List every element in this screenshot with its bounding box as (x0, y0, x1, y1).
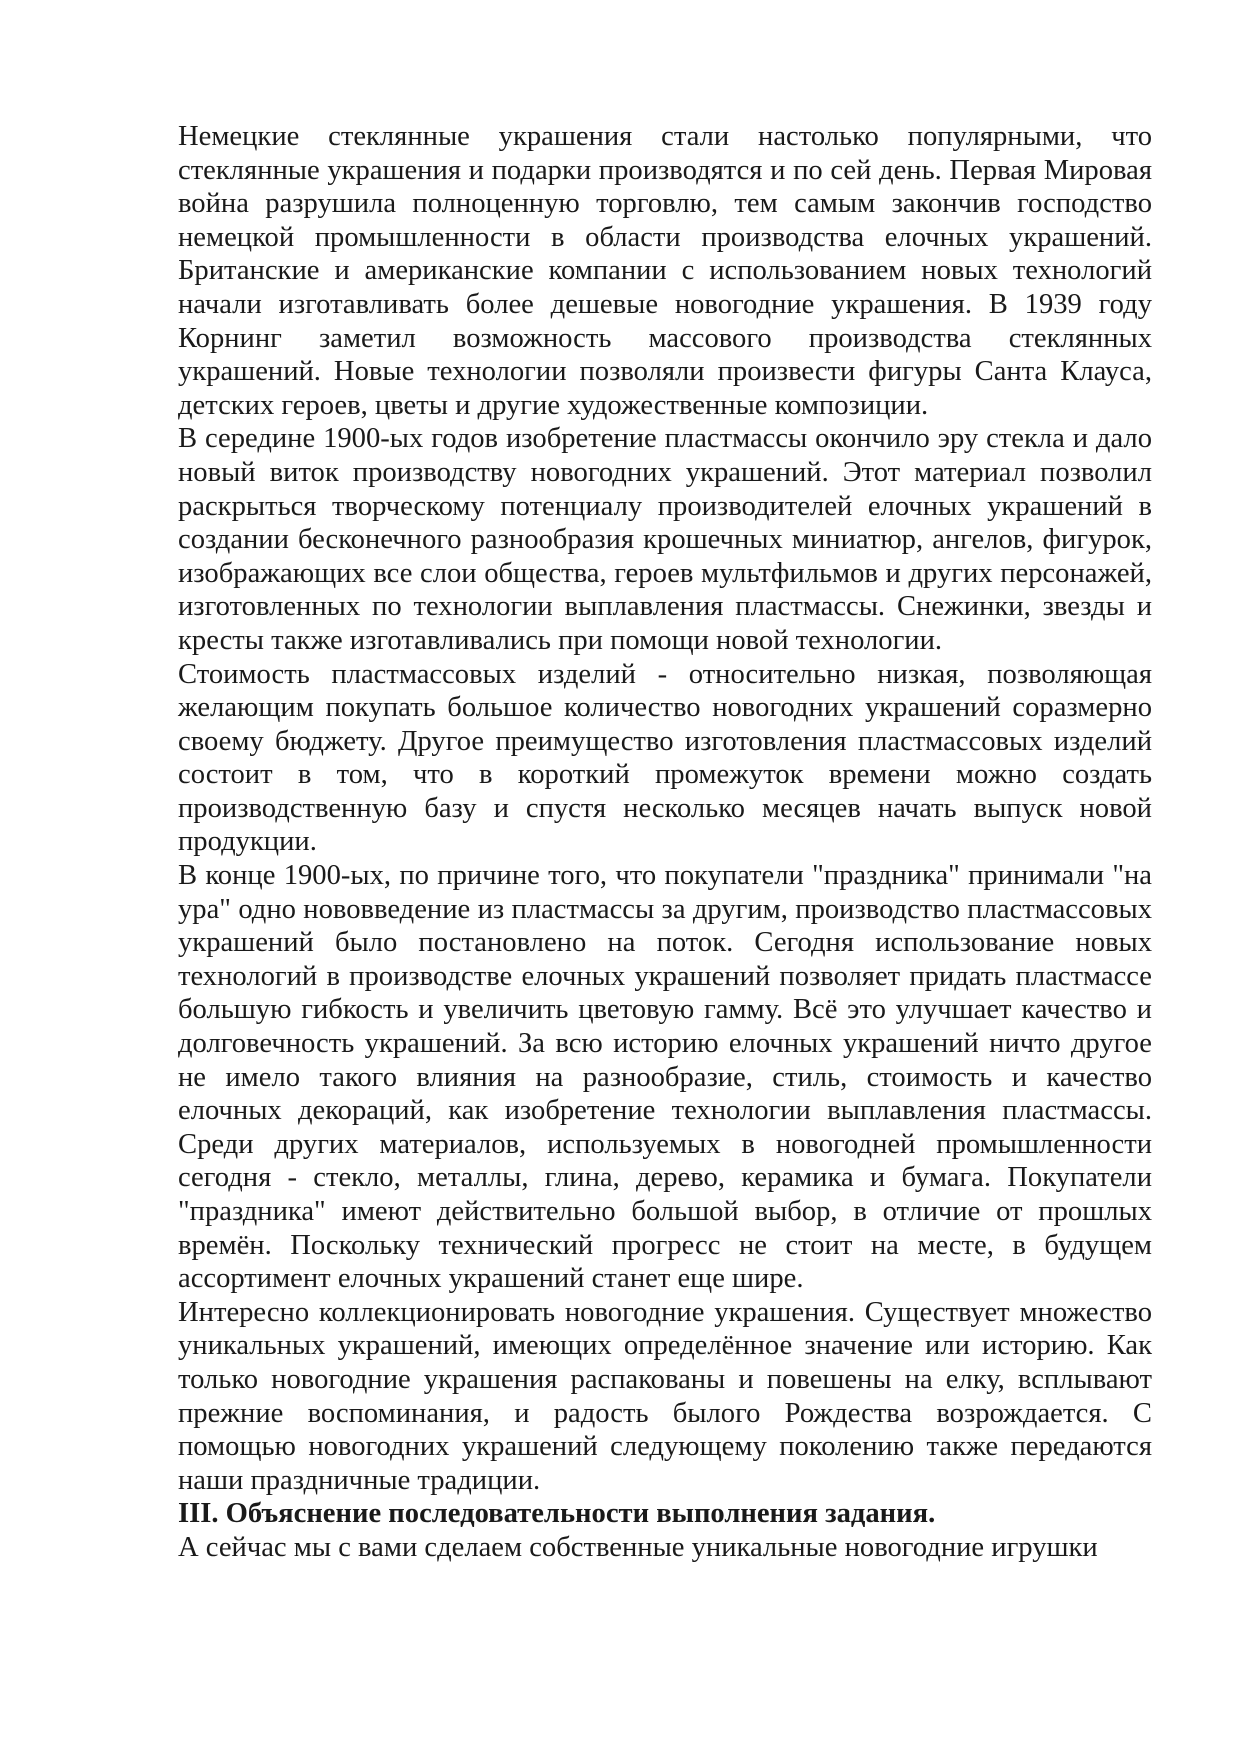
document-body (178, 120, 1152, 1565)
paragraph-collecting: Интересно коллекционировать новогодние украшения. Существует множество уникальных украшений, имеющих определённое значение или историю. Как только новогодние украшения распакованы и повешены на елку, всплывают прежние воспоминания, и радость былого Рождества возрождается. С помощью новогодних украшений следующему поколению также передаются наши праздничные традиции. (178, 1296, 1152, 1496)
paragraph-late-1900s: В конце 1900-ых, по причине того, что покупатели "праздника" принимали "на ура" одно нововведение из пластмассы за другим, производство пластмассовых украшений было постановлено на поток. Сегодня использование новых технологий в производстве елочных украшений позволяет придать пластмассе большую гибкость и увеличить цветовую гамму. Всё это улучшает качество и долговечность украшений. За всю историю елочных украшений ничто другое не имело такого влияния на разнообразие, стиль, стоимость и качество елочных декораций, как изобретение технологии выплавления пластмассы. Среди других материалов, используемых в новогодней промышленности сегодня - стекло, металлы, глина, дерево, керамика и бумага. Покупатели "праздника" имеют действительно большой выбор, в отличие от прошлых времён. Поскольку технический прогресс не стоит на месте, в будущем ассортимент елочных украшений станет еще шире. (178, 860, 1152, 1295)
section-heading: III. Объяснение последовательности выполнения задания. (178, 1498, 936, 1530)
paragraph-plastic-invention: В середине 1900-ых годов изобретение пластмассы окончило эру стекла и дало новый виток производству новогодних украшений. Этот материал позволил раскрыться творческому потенциалу производителей елочных украшений в создании бесконечного разнообразия крошечных миниатюр, ангелов, фигурок, изображающих все слои общества, героев мультфильмов и других персонажей, изготовленных по технологии выплавления пластмассы. Снежинки, звезды и кресты также изготавливались при помощи новой технологии. (178, 423, 1152, 656)
paragraph-glass-ornaments-history: Немецкие стеклянные украшения стали настолько популярными, что стеклянные украшения и подарки производятся и по сей день. Первая Мировая война разрушила полноценную торговлю, тем самым закончив господство немецкой промышленности в области производства елочных украшений. Британские и американские компании с использованием новых технологий начали изготавливать более дешевые новогодние украшения. В 1939 году Корнинг заметил возможность массового производства стеклянных украшений. Новые технологии позволяли произвести фигуры Санта Клауса, детских героев, цветы и другие художественные композиции. (178, 121, 1152, 421)
paragraph-plastic-cost: Стоимость пластмассовых изделий - относительно низкая, позволяющая желающим покупать большое количество новогодних украшений соразмерно своему бюджету. Другое преимущество изготовления пластмассовых изделий состоит в том, что в короткий промежуток времени можно создать производственную базу и спустя несколько месяцев начать выпуск новой продукции. (178, 658, 1152, 858)
closing-line: А сейчас мы с вами сделаем собственные уникальные новогодние игрушки (178, 1531, 1098, 1563)
